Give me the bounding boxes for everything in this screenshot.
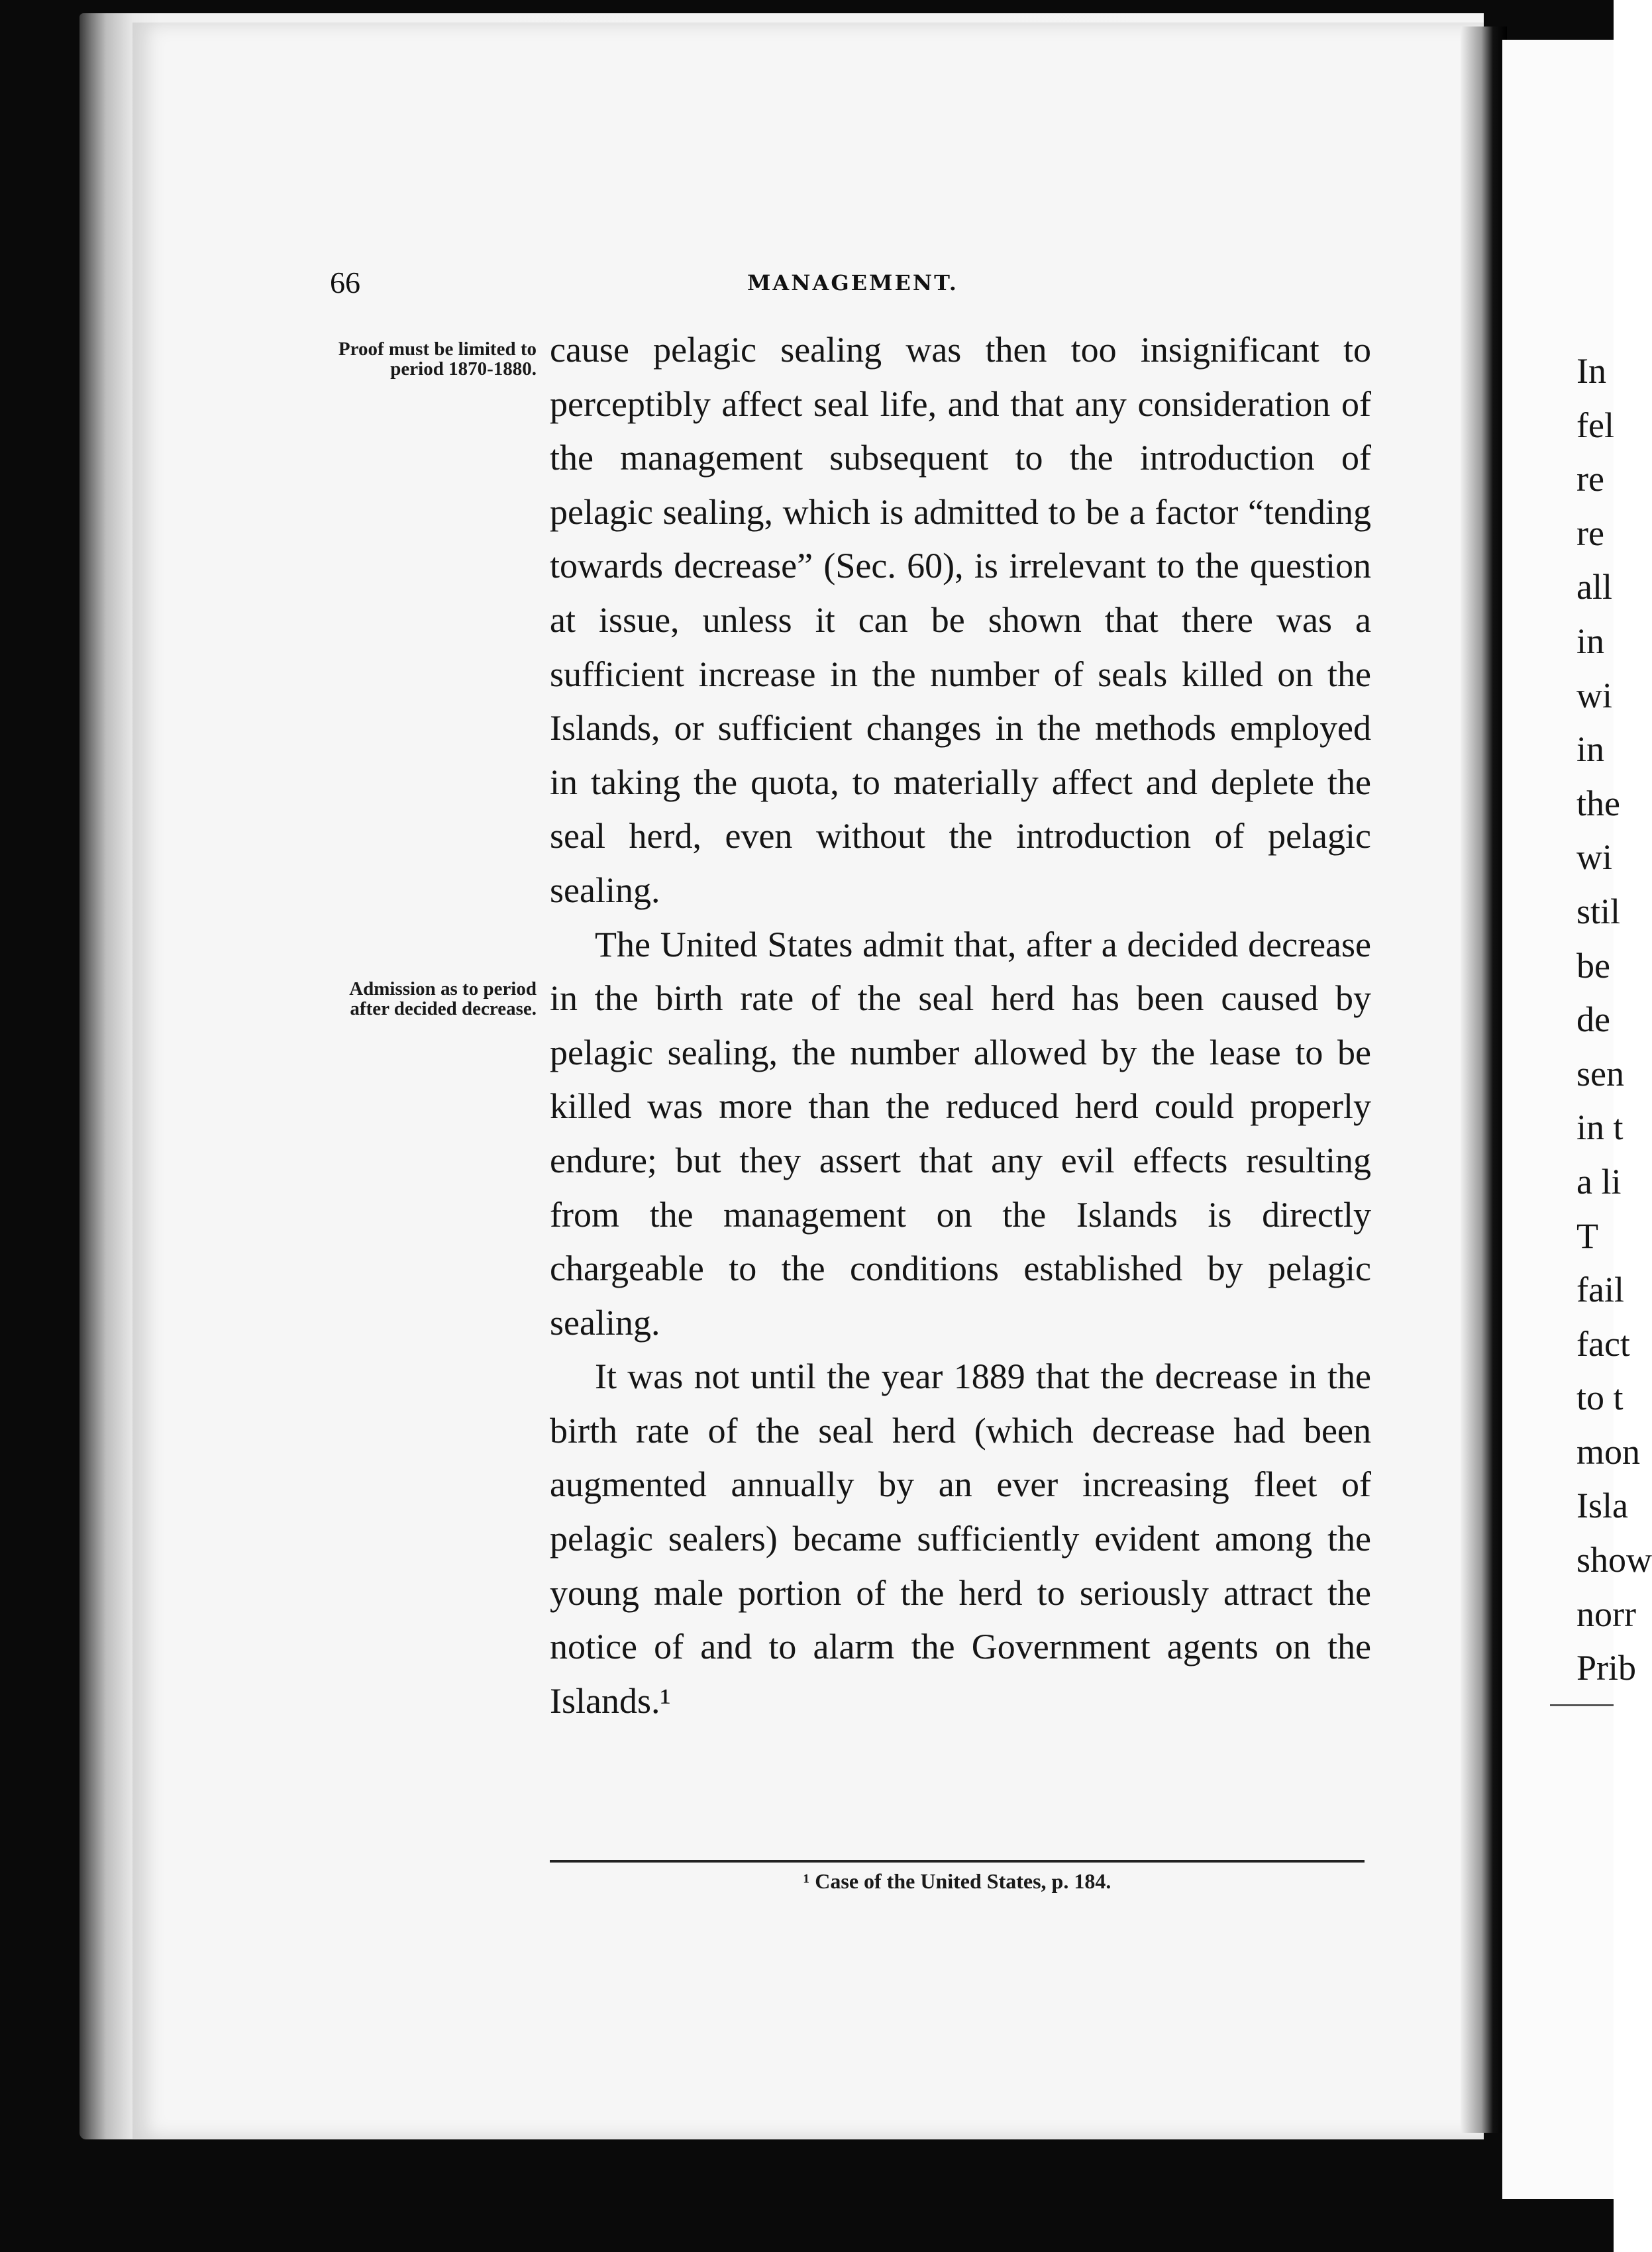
- facing-line: In: [1576, 351, 1606, 391]
- book-gutter: [1461, 26, 1507, 2133]
- facing-line: wi: [1576, 837, 1612, 878]
- footnote-rule: [550, 1860, 1365, 1863]
- facing-line: fel: [1576, 405, 1614, 445]
- facing-line: all: [1576, 567, 1612, 607]
- facing-line: wi: [1576, 675, 1612, 715]
- facing-line: fail: [1576, 1270, 1624, 1310]
- facing-line: the: [1576, 783, 1620, 823]
- facing-line: in t: [1576, 1107, 1624, 1148]
- facing-line: re: [1576, 459, 1604, 499]
- paragraph-1889: It was not until the year 1889 that the decrease in the birth rate of the seal herd (which decrease had been augmented annually by an ever increasing fleet of pelagic sealers) became sufficiently evident among the young male portion of the herd to seriously attract the notice of and to alarm the Government agents on the Islands.¹: [550, 1356, 1371, 1721]
- facing-line: stil: [1576, 891, 1621, 931]
- facing-line: to t: [1576, 1378, 1624, 1418]
- facing-line: in: [1576, 729, 1605, 770]
- facing-line: in: [1576, 621, 1605, 661]
- running-title: MANAGEMENT.: [747, 270, 958, 295]
- facing-line: norr: [1576, 1594, 1636, 1634]
- facing-line: mon: [1576, 1431, 1641, 1472]
- paragraph-admission: The United States admit that, after a decided decrease in the birth rate of the seal herd has been caused by pelagic sealing, the number allowed by the lease to be killed was more than the reduced herd could properly endure; but they assert that any evil effects resulting from the management on the Islands is directly chargeable to the conditions established by pelagic sealing.: [550, 924, 1371, 1343]
- facing-line: a li: [1576, 1161, 1622, 1202]
- facing-line: show: [1576, 1540, 1652, 1580]
- facing-line: Prib: [1576, 1648, 1637, 1688]
- sidenote-proof-limited: Proof must be limited to period 1870-1880.: [338, 338, 537, 380]
- paragraph-continuation: cause pelagic sealing was then too insignificant to perceptibly affect seal life, and that any consideration of the management subsequent to the introduction of pelagic sealing, which is admitted to be a factor “tending towards decrease” (Sec. 60), is irrelevant to the question at issue, unless it can be shown that there was a sufficient increase in the number of seals killed on the Islands, or sufficient changes in the methods employed in taking the quota, to materially affect and deplete the seal herd, even without the introduction of pelagic sealing.: [550, 330, 1371, 910]
- facing-line: be: [1576, 945, 1610, 986]
- facing-line: Isla: [1576, 1486, 1628, 1526]
- facing-line: de: [1576, 999, 1610, 1040]
- facing-line: T: [1576, 1215, 1598, 1256]
- facing-line: fact: [1576, 1323, 1630, 1364]
- page-number: 66: [330, 266, 360, 299]
- footnote: ¹ Case of the United States, p. 184.: [803, 1869, 1111, 1893]
- facing-line: sen: [1576, 1053, 1624, 1094]
- facing-page-text: [1576, 344, 1652, 1696]
- facing-footnote-rule: [1550, 1704, 1614, 1706]
- body-text: [550, 323, 1371, 1728]
- facing-line: re: [1576, 513, 1604, 553]
- sidenote-admission: Admission as to period after decided decrease.: [349, 978, 537, 1019]
- running-head: [330, 265, 1363, 305]
